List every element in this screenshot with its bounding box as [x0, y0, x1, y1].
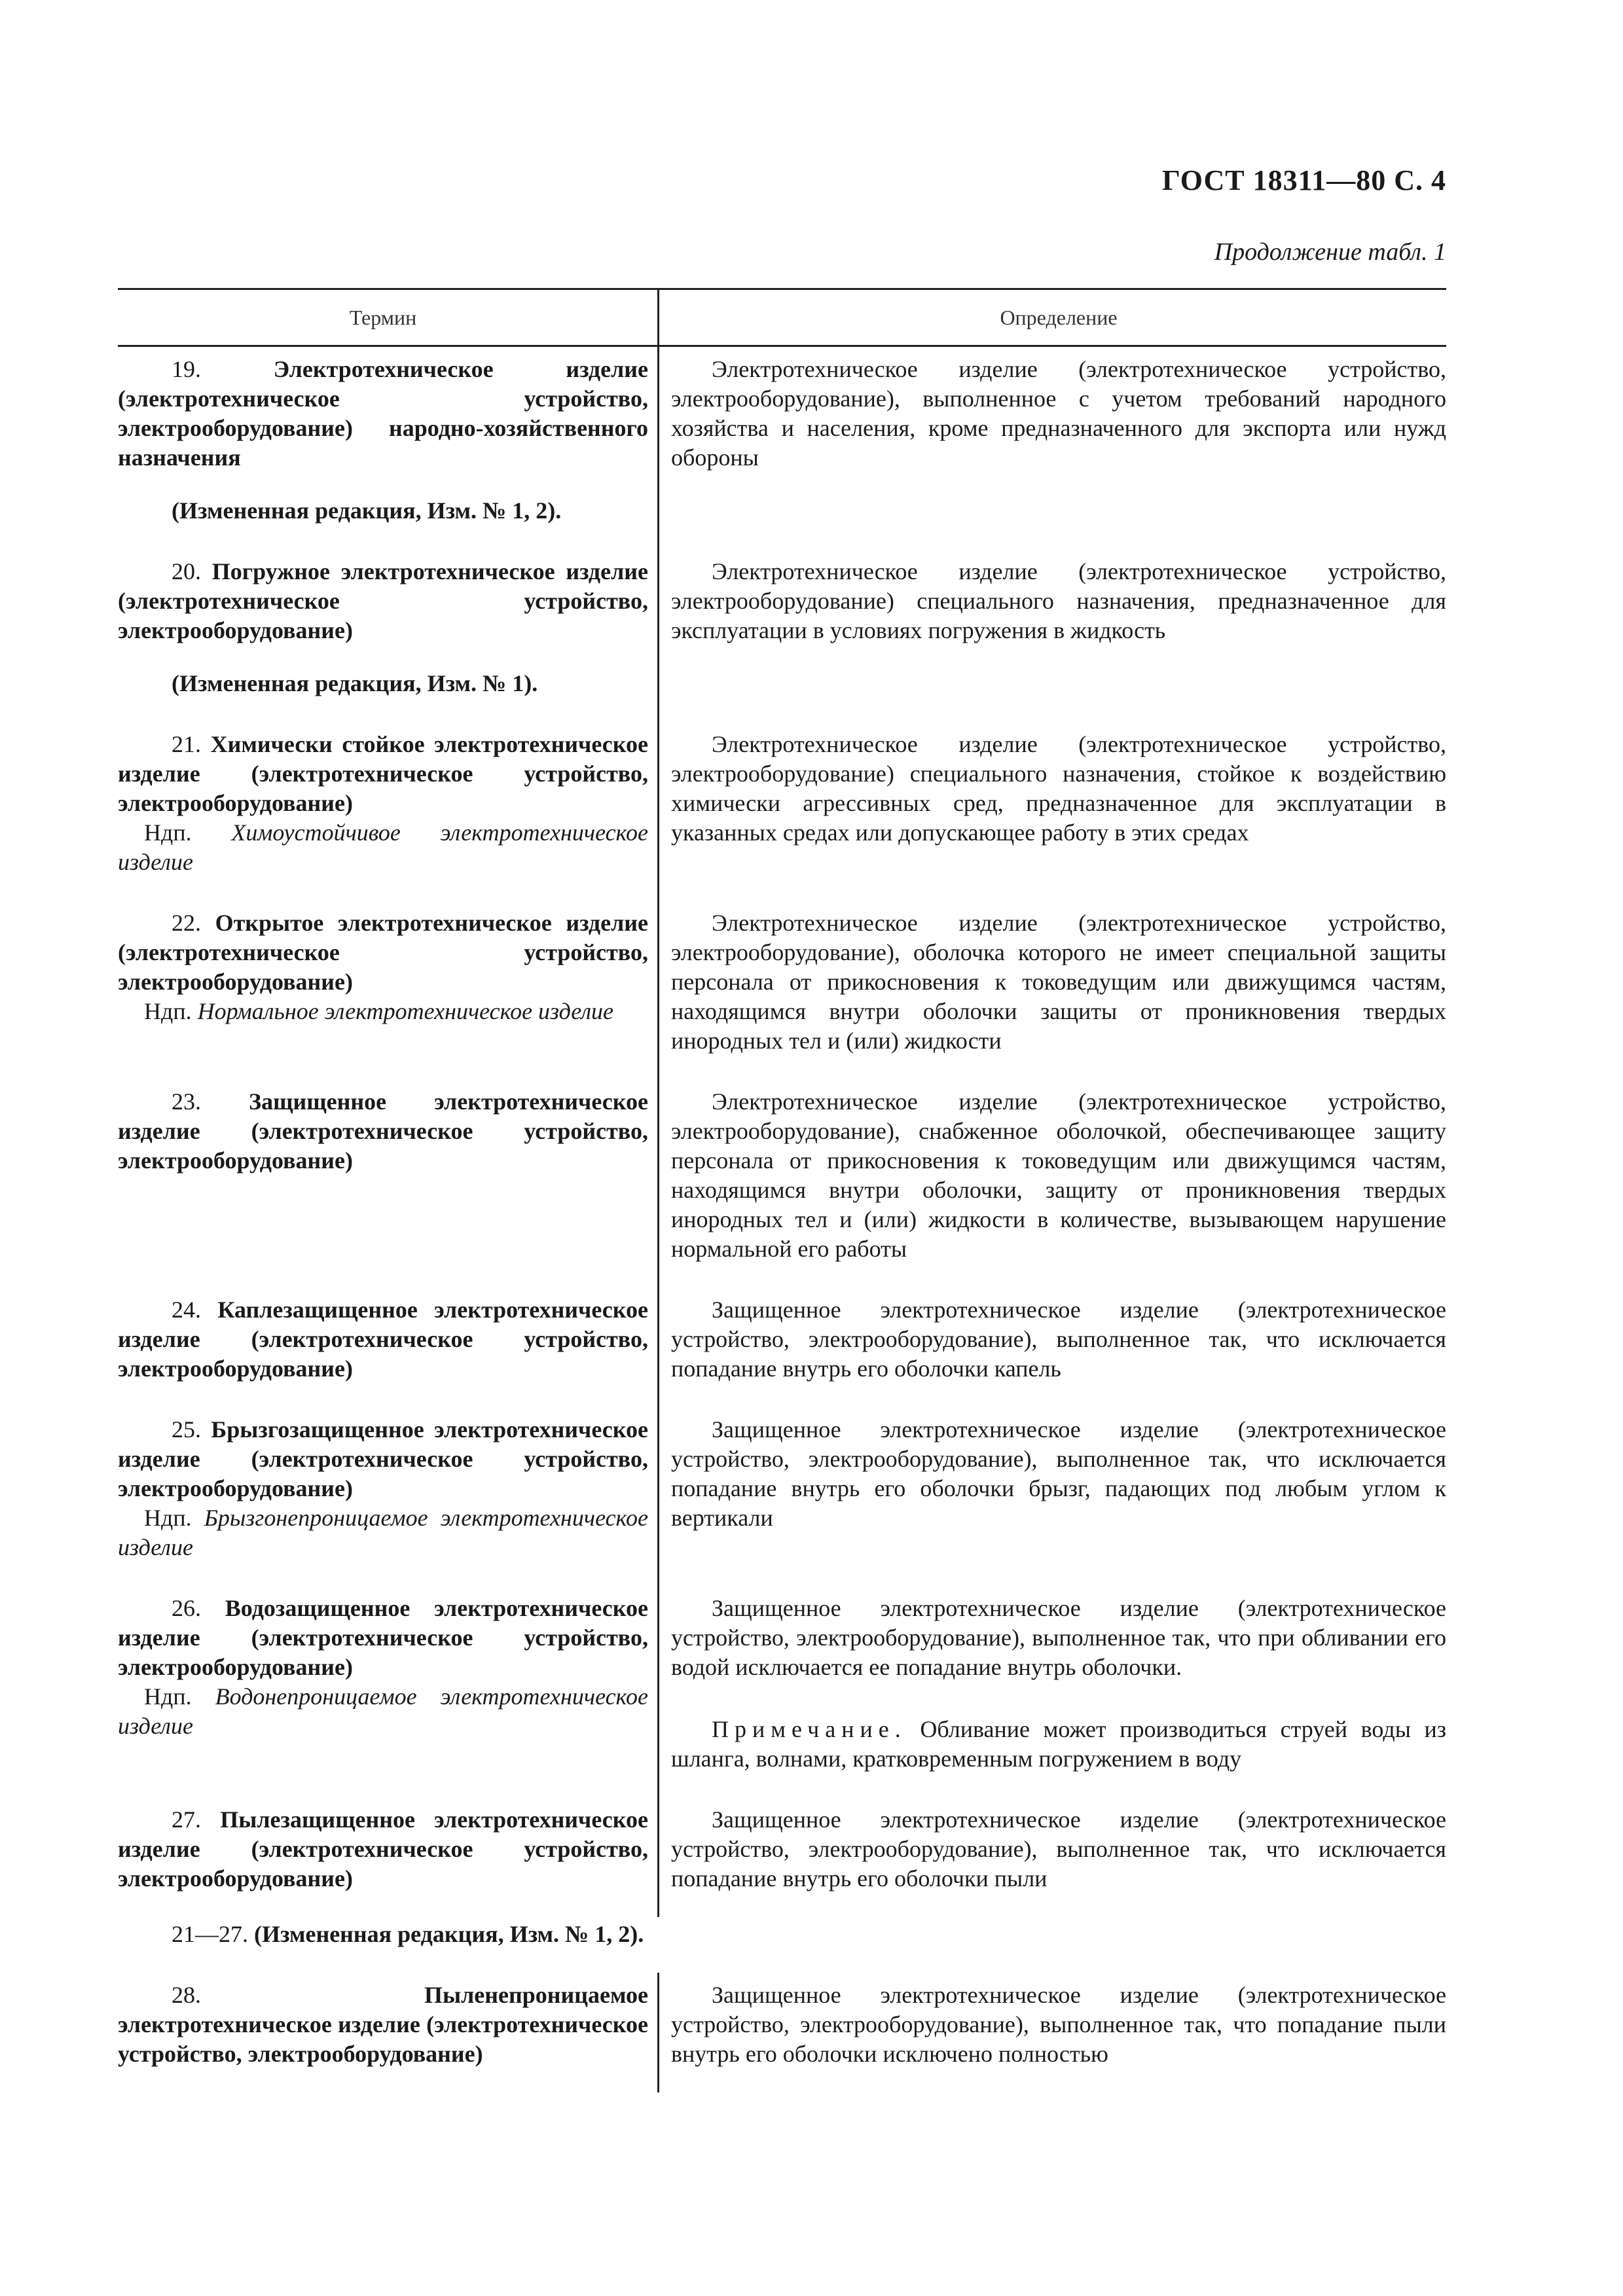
term-row-19: [118, 347, 1446, 496]
term-row-24: [118, 1287, 1446, 1407]
term-22: 22. Открытое электротехническое изделие (электротехническое устройство, электрооборудование): [118, 910, 648, 995]
definition-23: Электротехническое изделие (электротехническое устройство, электрооборудование), снабженное оболочкой, обеспечивающее защиту персонала от прикосновения к токоведущим или движущимся частям, находящимся внутри оболочки, защиту от проникновения твердых инородных тел и (или) жидкости в количестве, вызывающем нарушение нормальной его работы: [657, 1079, 1446, 1287]
definition-28: Защищенное электротехническое изделие (электротехническое устройство, электрооборудование), выполненное так, что попадание пыли внутрь его оболочки исключено полностью: [657, 1973, 1446, 2092]
page-header: ГОСТ 18311—80 С. 4: [1161, 164, 1446, 196]
term-27: 27. Пылезащищенное электротехническое изделие (электротехническое устройство, электрооборудование): [118, 1806, 648, 1892]
definition-24: Защищенное электротехническое изделие (электротехническое устройство, электрооборудование), выполненное так, что исключается попадание внутрь его оболочки капель: [657, 1287, 1446, 1407]
definition-26: Защищенное электротехническое изделие (электротехническое устройство, электрооборудование), выполненное так, что при обливании его водой исключается ее попадание внутрь оболочки.: [671, 1595, 1446, 1680]
definition-25: Защищенное электротехническое изделие (электротехническое устройство, электрооборудование), выполненное так, что исключается попадание внутрь его оболочки брызг, падающих под любым углом к вертикали: [657, 1407, 1446, 1586]
terms-table: [118, 288, 1446, 2092]
term-20: 20. Погружное электротехническое изделие (электротехническое устройство, электрооборудование): [118, 558, 649, 643]
table-continuation-label: Продолжение табл. 1: [1214, 238, 1446, 266]
amendment-row-19: [118, 496, 1446, 549]
table-header-row: [118, 290, 1446, 347]
term-19: 19. Электротехническое изделие (электротехническое устройство, электрооборудование) народно-хозяйственного назначения: [118, 356, 648, 471]
term-24: 24. Каплезащищенное электротехническое изделие (электротехническое устройство, электрооборудование): [118, 1297, 648, 1382]
definition-20: Электротехническое изделие (электротехническое устройство, электрооборудование) специального назначения, предназначенное для эксплуатации в условиях погружения в жидкость: [657, 549, 1446, 669]
term-row-27: [118, 1797, 1446, 1917]
column-header-term: Термин: [349, 305, 417, 329]
term-row-22: [118, 901, 1446, 1079]
definition-19: Электротехническое изделие (электротехническое устройство, электрооборудование), выполненное с учетом требований народного хозяйства и населения, кроме предназначенного для экспорта или нужд обороны: [657, 347, 1446, 496]
definition-22: Электротехническое изделие (электротехническое устройство, электрооборудование), оболочка которого не имеет специальной защиты персонала от прикосновения к токоведущим или движущимся частям, находящимся внутри оболочки защиты от проникновения твердых инородных тел и (или) жидкости: [657, 901, 1446, 1079]
term-25: 25. Брызгозащищенное электротехническое изделие (электротехническое устройство, электрооборудование): [118, 1416, 648, 1501]
amendment-row-20: [118, 669, 1446, 722]
group-amendment-21-27: 21—27. (Измененная редакция, Изм. № 1, 2).: [172, 1921, 644, 1947]
ndp-25: Ндп. Брызгонепроницаемое электротехническое изделие: [118, 1505, 649, 1560]
term-26: 26. Водозащищенное электротехническое изделие (электротехническое устройство, электрооборудование): [118, 1595, 648, 1680]
ndp-26: Ндп. Водонепроницаемое электротехническое изделие: [118, 1683, 648, 1739]
term-28: 28. Пыленепроницаемое электротехническое изделие (электротехническое устройство, электрооборудование): [118, 1982, 648, 2067]
term-row-23: [118, 1079, 1446, 1287]
term-row-28: [118, 1973, 1446, 2092]
term-21: 21. Химически стойкое электротехническое изделие (электротехническое устройство, электрооборудование): [118, 731, 648, 816]
amendment-19: (Измененная редакция, Изм. № 1, 2).: [172, 497, 562, 524]
definition-21: Электротехническое изделие (электротехническое устройство, электрооборудование) специального назначения, стойкое к воздействию химически агрессивных сред, предназначенное для эксплуатации в указанных средах или допускающее работу в этих средах: [657, 722, 1446, 901]
term-row-26: [118, 1586, 1446, 1797]
term-row-20: [118, 549, 1446, 669]
note-26: Примечание. Обливание может производиться струей воды из шланга, волнами, кратковременным погружением в воду: [671, 1716, 1446, 1772]
amendment-20: (Измененная редакция, Изм. № 1).: [172, 670, 538, 696]
ndp-21: Ндп. Химоустойчивое электротехническое изделие: [118, 819, 649, 875]
term-row-25: [118, 1407, 1446, 1586]
column-header-definition: Определение: [657, 290, 1446, 345]
term-23: 23. Защищенное электротехническое изделие (электротехническое устройство, электрооборудование): [118, 1088, 648, 1174]
ndp-22: Ндп. Нормальное электротехническое изделие: [144, 998, 614, 1024]
term-row-21: [118, 722, 1446, 901]
definition-27: Защищенное электротехническое изделие (электротехническое устройство, электрооборудование), выполненное так, что исключается попадание внутрь его оболочки пыли: [657, 1797, 1446, 1917]
